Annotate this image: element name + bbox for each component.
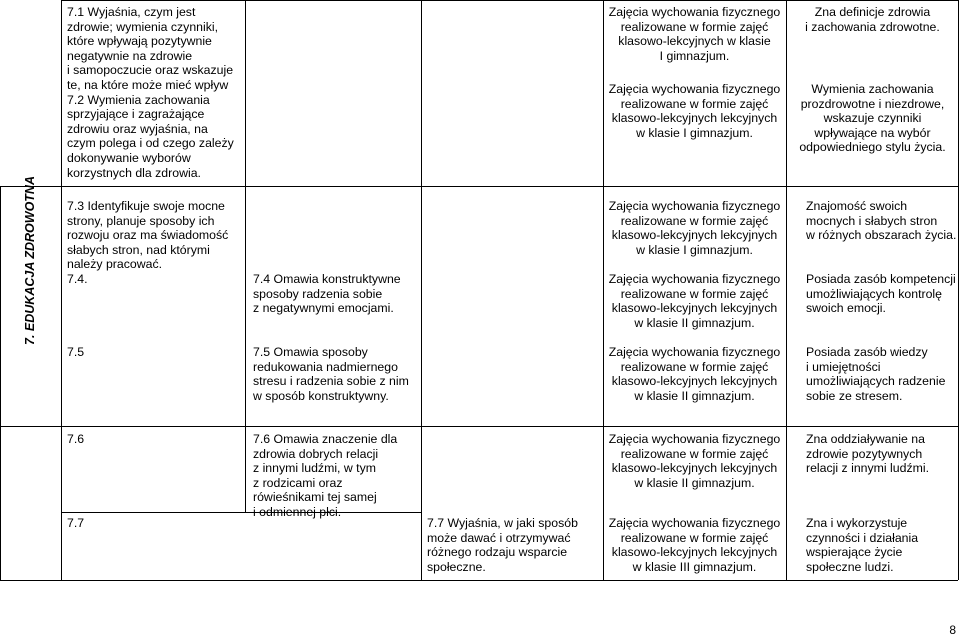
- requirement-7-5: 7.5 Omawia sposoby redukowania nadmiernego stresu i radzenia sobie z nim w sposób konstruktywny.: [253, 345, 409, 403]
- requirement-number: 7.7: [67, 516, 85, 530]
- column-divider: [245, 0, 246, 512]
- table-bottom-border: [0, 580, 958, 581]
- row-divider: [0, 426, 958, 427]
- requirement-7-3: 7.3 Identyfikuje swoje mocne strony, planuje sposoby ich rozwoju oraz ma świadomość słabych stron, nad którymi należy pracować.: [67, 199, 229, 272]
- learning-outcome: Zna definicje zdrowia i zachowania zdrowotne.: [805, 5, 940, 34]
- learning-outcome: Wymienia zachowania prozdrowotne i niezdrowe, wskazuje czynniki wpływające na wybór odpowiedniego stylu życia.: [799, 82, 946, 155]
- requirement-number: 7.5: [67, 345, 85, 359]
- learning-outcome: Posiada zasób wiedzy i umiejętności umożliwiających radzenie sobie ze stresem.: [806, 345, 946, 403]
- column-divider: [61, 0, 62, 580]
- requirement-number: 7.6: [67, 432, 85, 446]
- requirement-number: 7.4.: [67, 272, 88, 286]
- learning-outcome: Znajomość swoich mocnych i słabych stron w różnych obszarach życia.: [806, 199, 957, 243]
- requirement-7-4: 7.4 Omawia konstruktywne sposoby radzenia sobie z negatywnymi emocjami.: [253, 272, 401, 316]
- requirement-7-6: 7.6 Omawia znaczenie dla zdrowia dobrych relacji z innymi ludźmi, w tym z rodzicami oraz rówieśnikami tej samej i odmiennej płci.: [253, 432, 398, 519]
- implementation-form: Zajęcia wychowania fizycznego realizowane w formie zajęć klasowo-lekcyjnych lekcyjnych w klasie II gimnazjum.: [608, 432, 781, 490]
- implementation-form: Zajęcia wychowania fizycznego realizowane w formie zajęć klasowo-lekcyjnych lekcyjnych w klasie I gimnazjum.: [608, 82, 781, 140]
- learning-outcome: Posiada zasób kompetencji umożliwiających kontrolę swoich emocji.: [806, 272, 956, 316]
- table-top-border: [61, 0, 958, 1]
- implementation-form: Zajęcia wychowania fizycznego realizowane w formie zajęć klasowo-lekcyjnych w klasie I gimnazjum.: [608, 5, 781, 63]
- table-right-border: [958, 0, 959, 580]
- implementation-form: Zajęcia wychowania fizycznego realizowane w formie zajęć klasowo-lekcyjnych lekcyjnych w klasie II gimnazjum.: [608, 272, 781, 330]
- implementation-form: Zajęcia wychowania fizycznego realizowane w formie zajęć klasowo-lekcyjnych lekcyjnych w klasie I gimnazjum.: [608, 199, 781, 257]
- requirement-7-1-7-2: 7.1 Wyjaśnia, czym jest zdrowie; wymienia czynniki, które wpływają pozytywnie negatywnie na zdrowie i samopoczucie oraz wskazuje te, na które może mieć wpływ 7.2 Wymienia zachowania sprzyjające i zagrażające zdrowiu oraz wyjaśnia, na czym polega i od czego zależy dokonywanie wyborów korzystnych dla zdrowia.: [67, 5, 234, 180]
- table-left-border: [0, 186, 1, 580]
- learning-outcome: Zna oddziaływanie na zdrowie pozytywnych relacji z innymi ludźmi.: [806, 432, 929, 476]
- implementation-form: Zajęcia wychowania fizycznego realizowane w formie zajęć klasowo-lekcyjnych lekcyjnych w klasie II gimnazjum.: [608, 345, 781, 403]
- learning-outcome: Zna i wykorzystuje czynności i działania wspierające życie społeczne ludzi.: [806, 516, 919, 574]
- page-number: 8: [949, 623, 956, 637]
- column-divider: [421, 0, 422, 580]
- row-divider: [0, 186, 958, 187]
- requirement-7-7: 7.7 Wyjaśnia, w jaki sposób może dawać i otrzymywać różnego rodzaju wsparcie społeczne.: [427, 516, 578, 574]
- implementation-form: Zajęcia wychowania fizycznego realizowane w formie zajęć klasowo-lekcyjnych lekcyjnych w klasie III gimnazjum.: [608, 516, 781, 574]
- section-label: 7. EDUKACJA ZDROWOTNA: [23, 176, 37, 345]
